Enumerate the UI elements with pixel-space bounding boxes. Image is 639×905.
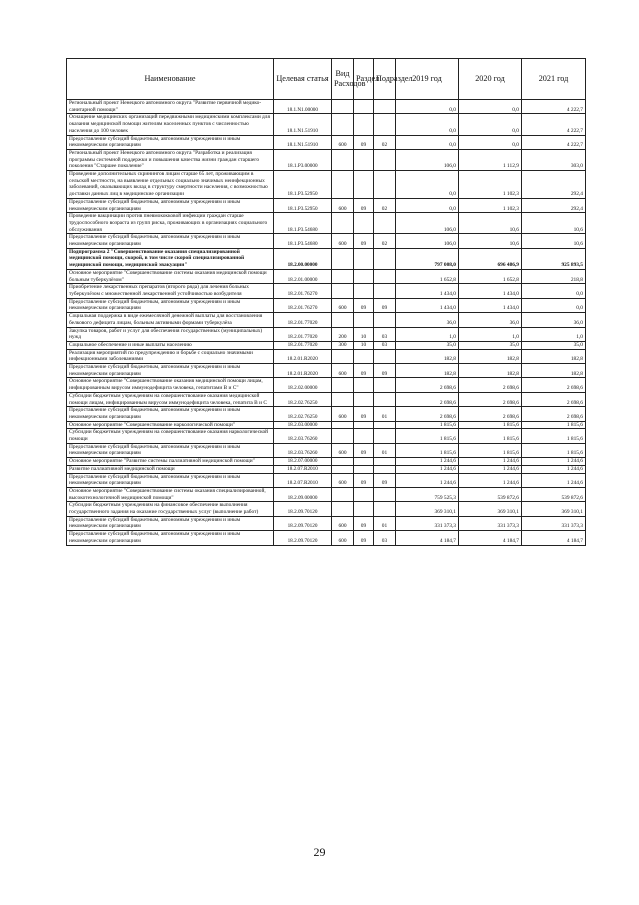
cell-name: Субсидии бюджетным учреждениям на совершенствование оказания медицинской помощи лицам, инфицированным вирусом иммунодефицита человека, гепатита В и С [67, 392, 274, 406]
cell-expense-type [332, 248, 354, 269]
cell-expense-type [332, 487, 354, 501]
cell-subsection: 01 [374, 516, 396, 530]
cell-2019: 182,8 [396, 364, 459, 378]
cell-2021: 4 222,7 [522, 114, 586, 135]
cell-2019: 2 698,6 [396, 378, 459, 392]
cell-code: 18.2.02.76250 [274, 407, 332, 421]
cell-expense-type: 600 [332, 298, 354, 312]
cell-code: 18.2.01.77020 [274, 327, 332, 341]
cell-name: Предоставление субсидий бюджетным, автономным учреждениям и иным некоммерческим организациям [67, 407, 274, 421]
cell-2020: 1 244,6 [459, 458, 522, 466]
cell-expense-type: 300 [332, 341, 354, 349]
cell-2020: 1 244,6 [459, 465, 522, 473]
cell-section [354, 313, 374, 327]
cell-code: 18.1.N1.00000 [274, 100, 332, 114]
cell-name: Основное мероприятие "Совершенствование наркологической помощи" [67, 421, 274, 429]
cell-2019: 1 815,6 [396, 421, 459, 429]
cell-code: 18.2.00.00000 [274, 248, 332, 269]
cell-name: Предоставление субсидий бюджетным, автономным учреждениям и иным некоммерческим организациям [67, 298, 274, 312]
cell-section [354, 421, 374, 429]
table-header-row [67, 59, 586, 100]
cell-section [354, 284, 374, 298]
cell-expense-type: 600 [332, 364, 354, 378]
cell-name: Предоставление субсидий бюджетным, автономным учреждениям и иным некоммерческим организациям [67, 364, 274, 378]
cell-2020: 1 815,6 [459, 421, 522, 429]
cell-section: 09 [354, 364, 374, 378]
cell-2019: 106,0 [396, 234, 459, 248]
cell-code: 18.2.09.70120 [274, 502, 332, 516]
cell-subsection: 01 [374, 407, 396, 421]
cell-2019: 0,0 [396, 114, 459, 135]
table-row [67, 502, 586, 516]
cell-code: 18.1.P3.52950 [274, 171, 332, 199]
cell-2021: 4 184,7 [522, 531, 586, 545]
cell-expense-type [332, 284, 354, 298]
cell-subsection [374, 392, 396, 406]
cell-2019: 1 244,6 [396, 458, 459, 466]
header-section: Раздел [354, 59, 374, 100]
cell-code: 18.2.01.00000 [274, 269, 332, 283]
cell-section: 09 [354, 516, 374, 530]
cell-name: Оснащение медицинских организаций передвижными медицинскими комплексами для оказания медицинской помощи жителям населенных пунктов с численностью населения до 100 человек [67, 114, 274, 135]
cell-code: 18.2.01.76270 [274, 298, 332, 312]
cell-name: Основное мероприятие "Совершенствование оказания медицинской помощи лицам, инфицированным вирусом иммунодефицита человека, гепатитами В и С" [67, 378, 274, 392]
cell-2019: 759 525,3 [396, 487, 459, 501]
cell-code: 18.2.01.R2020 [274, 349, 332, 363]
cell-2021: 369 310,1 [522, 502, 586, 516]
cell-2020: 10,6 [459, 213, 522, 234]
cell-code: 18.2.01.R2020 [274, 364, 332, 378]
cell-section [354, 429, 374, 443]
cell-subsection [374, 487, 396, 501]
cell-2020: 1,0 [459, 327, 522, 341]
cell-2020: 0,0 [459, 114, 522, 135]
cell-section [354, 378, 374, 392]
cell-subsection: 01 [374, 443, 396, 457]
cell-2020: 0,0 [459, 135, 522, 149]
cell-subsection: 02 [374, 234, 396, 248]
cell-code: 18.2.02.76250 [274, 392, 332, 406]
cell-2020: 182,8 [459, 364, 522, 378]
budget-document [66, 58, 585, 546]
cell-expense-type [332, 313, 354, 327]
table-row [67, 213, 586, 234]
cell-2019: 1 434,0 [396, 284, 459, 298]
cell-2021: 1 244,6 [522, 465, 586, 473]
cell-subsection: 09 [374, 364, 396, 378]
cell-subsection [374, 213, 396, 234]
cell-expense-type: 600 [332, 473, 354, 487]
cell-2019: 0,0 [396, 100, 459, 114]
cell-subsection [374, 100, 396, 114]
cell-2021: 292,4 [522, 171, 586, 199]
cell-2019: 1 815,6 [396, 429, 459, 443]
cell-2019: 106,0 [396, 149, 459, 170]
cell-code: 18.1.P3.54680 [274, 213, 332, 234]
cell-2021: 218,8 [522, 269, 586, 283]
cell-name: Основное мероприятие "Развитие системы паллиативной медицинской помощи" [67, 458, 274, 466]
cell-2020: 10,6 [459, 234, 522, 248]
cell-section [354, 248, 374, 269]
cell-2019: 0,0 [396, 135, 459, 149]
cell-2020: 182,8 [459, 349, 522, 363]
cell-2021: 4 222,7 [522, 135, 586, 149]
table-row [67, 341, 586, 349]
cell-expense-type [332, 421, 354, 429]
cell-expense-type: 600 [332, 531, 354, 545]
cell-expense-type [332, 349, 354, 363]
cell-name: Предоставление субсидий бюджетным, автономным учреждениям и иным некоммерческим организациям [67, 135, 274, 149]
cell-code: 18.2.03.76260 [274, 429, 332, 443]
cell-name: Реализация мероприятий по предупреждению и борьбе с социально значимыми инфекционными заболеваниями [67, 349, 274, 363]
cell-subsection [374, 313, 396, 327]
cell-2020: 1 102,3 [459, 171, 522, 199]
cell-2021: 0,0 [522, 298, 586, 312]
table-body [67, 100, 586, 546]
table-row [67, 407, 586, 421]
cell-2020: 4 184,7 [459, 531, 522, 545]
cell-section [354, 349, 374, 363]
cell-2021: 1 244,6 [522, 458, 586, 466]
cell-expense-type [332, 269, 354, 283]
cell-name: Социальное обеспечение и иные выплаты населению [67, 341, 274, 349]
table-row [67, 465, 586, 473]
cell-2021: 1 815,6 [522, 443, 586, 457]
page-number: 29 [313, 845, 326, 859]
table-row [67, 349, 586, 363]
cell-subsection [374, 465, 396, 473]
table-row [67, 531, 586, 545]
cell-2021: 1 815,6 [522, 421, 586, 429]
cell-code: 18.1.N1.51910 [274, 135, 332, 149]
cell-2020: 696 486,9 [459, 248, 522, 269]
table-row [67, 269, 586, 283]
cell-subsection [374, 149, 396, 170]
cell-name: Предоставление субсидий бюджетным, автономным учреждениям и иным некоммерческим организациям [67, 198, 274, 212]
cell-expense-type [332, 171, 354, 199]
table-row [67, 313, 586, 327]
header-subsection: Подраздел [374, 59, 396, 100]
cell-2021: 4 222,7 [522, 100, 586, 114]
cell-2021: 182,8 [522, 364, 586, 378]
cell-expense-type [332, 429, 354, 443]
cell-subsection: 09 [374, 473, 396, 487]
cell-code: 18.1.N1.51910 [274, 114, 332, 135]
cell-code: 18.1.P3.00000 [274, 149, 332, 170]
table-row [67, 149, 586, 170]
cell-2019: 36,0 [396, 313, 459, 327]
cell-2019: 1,0 [396, 327, 459, 341]
cell-2020: 1 815,6 [459, 443, 522, 457]
table-row [67, 135, 586, 149]
cell-section [354, 502, 374, 516]
cell-2020: 2 698,6 [459, 378, 522, 392]
cell-2021: 2 698,6 [522, 378, 586, 392]
cell-section [354, 114, 374, 135]
header-year-2019: 2019 год [396, 59, 459, 100]
table-row [67, 378, 586, 392]
cell-code: 18.2.07.R2010 [274, 473, 332, 487]
table-row [67, 473, 586, 487]
cell-expense-type: 600 [332, 516, 354, 530]
table-row [67, 364, 586, 378]
cell-2019: 106,0 [396, 213, 459, 234]
cell-code: 18.2.09.70120 [274, 516, 332, 530]
cell-2021: 10,6 [522, 213, 586, 234]
cell-2019: 4 184,7 [396, 531, 459, 545]
cell-section: 09 [354, 135, 374, 149]
header-name: Наименование [67, 59, 274, 100]
table-row [67, 248, 586, 269]
cell-name: Субсидии бюджетным учреждениям на финансовое обеспечение выполнения государственного задания на оказание государственных услуг (выполнение работ) [67, 502, 274, 516]
budget-table [66, 58, 586, 546]
cell-subsection [374, 349, 396, 363]
table-row [67, 421, 586, 429]
cell-2021: 1,0 [522, 327, 586, 341]
cell-name: Проведение вакцинации против пневмококковой инфекции граждан старше трудоспособного возраста из групп риска, проживающих в организациях социального обслуживания [67, 213, 274, 234]
cell-subsection: 03 [374, 531, 396, 545]
cell-2019: 1 652,8 [396, 269, 459, 283]
cell-2019: 1 434,0 [396, 298, 459, 312]
cell-2019: 797 008,0 [396, 248, 459, 269]
cell-subsection: 02 [374, 198, 396, 212]
cell-name: Предоставление субсидий бюджетным, автономным учреждениям и иным некоммерческим организациям [67, 516, 274, 530]
cell-expense-type: 600 [332, 407, 354, 421]
cell-2021: 331 373,3 [522, 516, 586, 530]
cell-code: 18.2.01.77020 [274, 313, 332, 327]
table-row [67, 429, 586, 443]
cell-name: Приобретение лекарственных препаратов (второго ряда) для лечения больных туберкулёзом с множественной лекарственной устойчивостью возбудителя [67, 284, 274, 298]
cell-subsection [374, 378, 396, 392]
header-year-2020: 2020 год [459, 59, 522, 100]
cell-2019: 1 244,6 [396, 465, 459, 473]
table-row [67, 100, 586, 114]
cell-expense-type [332, 114, 354, 135]
cell-2020: 2 698,6 [459, 407, 522, 421]
cell-subsection [374, 114, 396, 135]
cell-2019: 0,0 [396, 198, 459, 212]
cell-expense-type [332, 213, 354, 234]
cell-code: 18.2.09.00000 [274, 487, 332, 501]
cell-2020: 1 102,3 [459, 198, 522, 212]
cell-subsection: 09 [374, 298, 396, 312]
cell-expense-type [332, 502, 354, 516]
cell-2021: 1 244,6 [522, 473, 586, 487]
cell-subsection [374, 171, 396, 199]
header-expense-type: Вид Расходов [332, 59, 354, 100]
cell-subsection [374, 458, 396, 466]
cell-2021: 925 893,5 [522, 248, 586, 269]
cell-expense-type [332, 458, 354, 466]
cell-subsection [374, 429, 396, 443]
table-row [67, 327, 586, 341]
cell-2021: 182,8 [522, 349, 586, 363]
header-year-2021: 2021 год [522, 59, 586, 100]
cell-section [354, 213, 374, 234]
cell-section [354, 149, 374, 170]
cell-code: 18.2.07.00000 [274, 458, 332, 466]
cell-2020: 539 872,6 [459, 487, 522, 501]
cell-2021: 0,0 [522, 284, 586, 298]
cell-subsection [374, 248, 396, 269]
cell-expense-type [332, 465, 354, 473]
header-code: Целевая статья [274, 59, 332, 100]
cell-2019: 35,0 [396, 341, 459, 349]
table-row [67, 114, 586, 135]
cell-2021: 539 872,6 [522, 487, 586, 501]
cell-section: 09 [354, 407, 374, 421]
cell-name: Основное мероприятие "Совершенствование системы оказания медицинской помощи больным туберкулёзом" [67, 269, 274, 283]
cell-code: 18.2.02.00000 [274, 378, 332, 392]
cell-2020: 1 652,8 [459, 269, 522, 283]
cell-section: 09 [354, 443, 374, 457]
table-row [67, 171, 586, 199]
cell-2019: 2 698,6 [396, 407, 459, 421]
cell-expense-type: 600 [332, 198, 354, 212]
cell-section: 09 [354, 531, 374, 545]
cell-2020: 2 698,6 [459, 392, 522, 406]
cell-name: Предоставление субсидий бюджетным, автономным учреждениям и иным некоммерческим организациям [67, 234, 274, 248]
cell-subsection [374, 269, 396, 283]
cell-name: Предоставление субсидий бюджетным, автономным учреждениям и иным некоммерческим организациям [67, 443, 274, 457]
cell-2020: 1 434,0 [459, 284, 522, 298]
cell-2020: 1 815,6 [459, 429, 522, 443]
cell-2021: 303,0 [522, 149, 586, 170]
cell-name: Проведение дополнительных скринингов лицам старше 65 лет, проживающим в сельской местности, на выявление отдельных социально значимых неинфекционных заболеваний, оказывающих вклад в структуру смертности населения, с возможностью доставки данных лиц в медицинские организации [67, 171, 274, 199]
cell-section [354, 269, 374, 283]
cell-code: 18.2.01.77020 [274, 341, 332, 349]
cell-expense-type [332, 149, 354, 170]
cell-name: Субсидии бюджетным учреждениям на совершенствование оказания наркологической помощи [67, 429, 274, 443]
cell-subsection [374, 502, 396, 516]
cell-2020: 369 310,1 [459, 502, 522, 516]
cell-2021: 36,0 [522, 313, 586, 327]
cell-2021: 2 698,6 [522, 392, 586, 406]
cell-2021: 2 698,6 [522, 407, 586, 421]
cell-2020: 1 112,9 [459, 149, 522, 170]
cell-subsection [374, 421, 396, 429]
cell-section: 09 [354, 198, 374, 212]
cell-section: 10 [354, 341, 374, 349]
cell-name: Региональный проект Ненецкого автономного округа "Разработка и реализация программы системной поддержки и повышения качества жизни граждан старшего поколения "Старшее поколение" [67, 149, 274, 170]
cell-section [354, 465, 374, 473]
cell-section: 10 [354, 327, 374, 341]
cell-section [354, 458, 374, 466]
cell-2021: 1 815,6 [522, 429, 586, 443]
cell-2019: 182,8 [396, 349, 459, 363]
cell-expense-type: 600 [332, 234, 354, 248]
cell-expense-type [332, 100, 354, 114]
cell-section: 09 [354, 234, 374, 248]
cell-expense-type [332, 378, 354, 392]
cell-2019: 1 244,6 [396, 473, 459, 487]
cell-subsection: 03 [374, 341, 396, 349]
cell-name: Подпрограмма 2 "Совершенствование оказания специализированной медицинской помощи, скорой, в том числе скорой специализированной медицинской помощи, медицинской эвакуации" [67, 248, 274, 269]
cell-name: Предоставление субсидий бюджетным, автономным учреждениям и иным некоммерческим организациям [67, 531, 274, 545]
cell-subsection: 03 [374, 327, 396, 341]
cell-name: Социальная поддержка в виде ежемесячной денежной выплаты для восстановления белкового дефицита лицам, больным активными формами туберкулёза [67, 313, 274, 327]
cell-section [354, 392, 374, 406]
cell-2020: 35,0 [459, 341, 522, 349]
cell-subsection: 02 [374, 135, 396, 149]
cell-2019: 369 310,1 [396, 502, 459, 516]
cell-section: 09 [354, 473, 374, 487]
cell-section [354, 487, 374, 501]
cell-2021: 292,4 [522, 198, 586, 212]
cell-expense-type: 600 [332, 135, 354, 149]
cell-expense-type: 200 [332, 327, 354, 341]
cell-expense-type [332, 392, 354, 406]
cell-2021: 10,6 [522, 234, 586, 248]
cell-name: Закупка товаров, работ и услуг для обеспечения государственных (муниципальных) нужд [67, 327, 274, 341]
table-row [67, 458, 586, 466]
table-row [67, 234, 586, 248]
cell-subsection [374, 284, 396, 298]
cell-2020: 0,0 [459, 100, 522, 114]
cell-2019: 0,0 [396, 171, 459, 199]
table-row [67, 298, 586, 312]
cell-section: 09 [354, 298, 374, 312]
cell-code: 18.2.03.76260 [274, 443, 332, 457]
cell-name: Региональный проект Ненецкого автономного округа "Развитие первичной медико-санитарной помощи" [67, 100, 274, 114]
cell-2019: 1 815,6 [396, 443, 459, 457]
cell-code: 18.2.01.76270 [274, 284, 332, 298]
cell-section [354, 171, 374, 199]
table-row [67, 284, 586, 298]
cell-section [354, 100, 374, 114]
cell-name: Основное мероприятие "Совершенствование системы оказания специализированной, высокотехнологичной медицинской помощи" [67, 487, 274, 501]
table-row [67, 392, 586, 406]
cell-code: 18.2.09.70120 [274, 531, 332, 545]
cell-expense-type: 600 [332, 443, 354, 457]
cell-2020: 1 244,6 [459, 473, 522, 487]
table-row [67, 443, 586, 457]
table-row [67, 487, 586, 501]
table-row [67, 516, 586, 530]
cell-name: Предоставление субсидий бюджетным, автономным учреждениям и иным некоммерческим организациям [67, 473, 274, 487]
cell-2021: 35,0 [522, 341, 586, 349]
cell-name: Развитие паллиативной медицинской помощи [67, 465, 274, 473]
cell-code: 18.1.P3.52950 [274, 198, 332, 212]
cell-2019: 331 373,3 [396, 516, 459, 530]
table-row [67, 198, 586, 212]
cell-2019: 2 698,6 [396, 392, 459, 406]
cell-code: 18.2.07.R2010 [274, 465, 332, 473]
cell-2020: 36,0 [459, 313, 522, 327]
cell-2020: 331 373,3 [459, 516, 522, 530]
cell-code: 18.2.03.00000 [274, 421, 332, 429]
cell-2020: 1 434,0 [459, 298, 522, 312]
cell-code: 18.1.P3.54680 [274, 234, 332, 248]
